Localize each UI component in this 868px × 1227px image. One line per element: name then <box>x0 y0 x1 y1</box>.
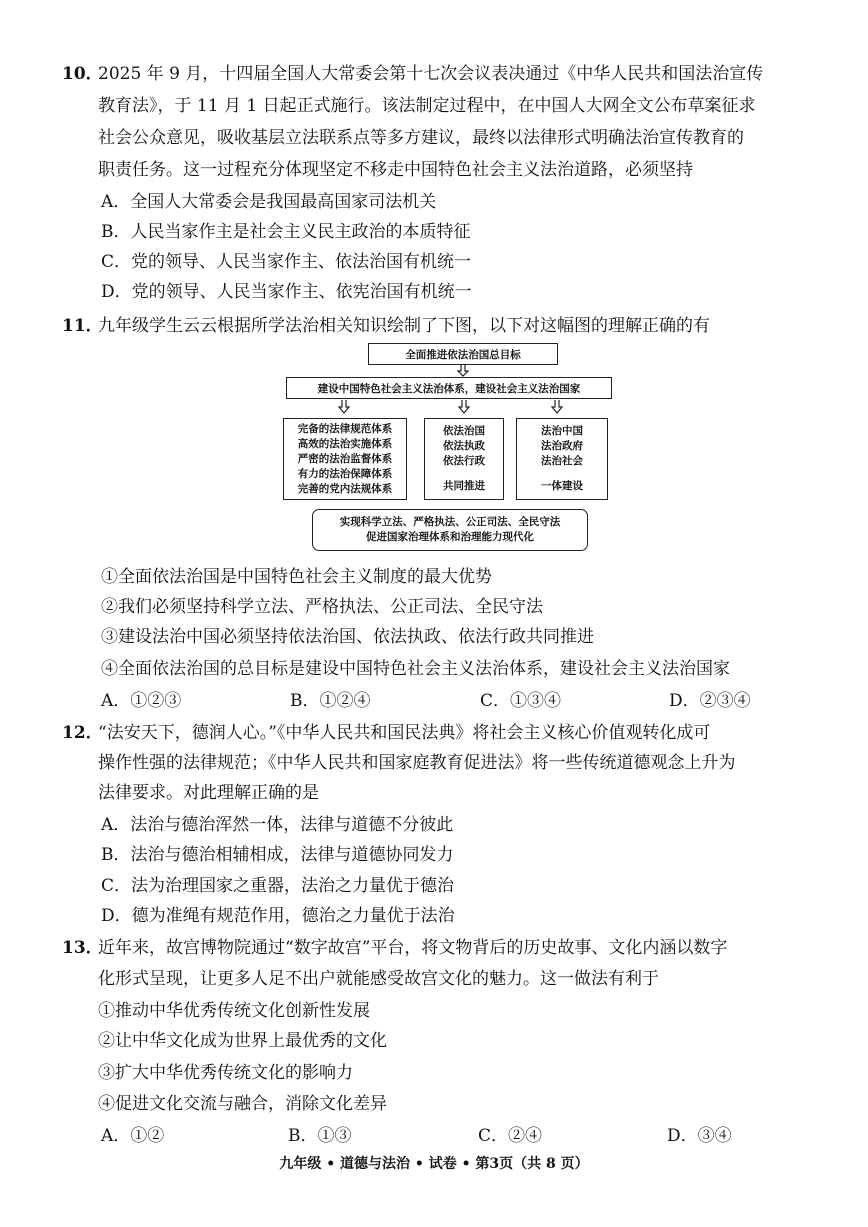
question-stem-line: 职责任务。这一过程充分体现坚定不移走中国特色社会主义法治道路，必须坚持 <box>98 160 693 180</box>
option-c: C．法为治理国家之重器，法治之力量优于德治 <box>101 876 455 896</box>
choice-d: D．②③④ <box>669 691 751 711</box>
option-d: D．德为准绳有规范作用，德治之力量优于法治 <box>101 906 455 926</box>
diagram-item: 法治社会 <box>541 455 583 467</box>
question-number: 10． <box>62 64 103 84</box>
choice-c: C．②④ <box>478 1126 543 1146</box>
choice-d: D．③④ <box>667 1126 732 1146</box>
diagram-item: 严密的法治监督体系 <box>297 452 393 465</box>
diagram-item: 促进国家治理体系和治理能力现代化 <box>366 531 534 543</box>
question-stem-line: 操作性强的法律规范；《中华人民共和国家庭教育促进法》将一些传统道德观念上升为 <box>98 753 736 773</box>
down-arrow-icon <box>457 365 469 377</box>
question-stem-line: 社会公众意见，吸收基层立法联系点等多方建议，最终以法律形式明确法治宣传教育的 <box>98 128 744 148</box>
question-number: 12． <box>62 723 103 743</box>
question-stem-line: 法律要求。对此理解正确的是 <box>98 783 319 803</box>
diagram-item: 实现科学立法、严格执法、公正司法、全民守法 <box>339 516 561 528</box>
question-stem-line: 化形式呈现，让更多人足不出户就能感受故宫文化的魅力。这一做法有利于 <box>98 969 659 989</box>
statement-1: ①全面依法治国是中国特色社会主义制度的最大优势 <box>101 567 492 587</box>
diagram-item: 法治中国 <box>541 425 583 437</box>
statement-3: ③建设法治中国必须坚持依法治国、依法执政、依法行政共同推进 <box>101 627 594 647</box>
down-arrow-icon <box>458 400 470 412</box>
question-number: 13． <box>62 938 103 958</box>
statement-4: ④全面依法治国的总目标是建设中国特色社会主义法治体系，建设社会主义法治国家 <box>101 659 730 679</box>
diagram-item: 依法治国 <box>443 425 485 437</box>
question-stem-line: 教育法》，于 11 月 1 日起正式施行。该法制定过程中，在中国人大网全文公布草案征求 <box>98 96 756 116</box>
diagram-right-box <box>516 418 608 500</box>
choice-b: B．①②④ <box>290 691 371 711</box>
question-stem-line: 九年级学生云云根据所学法治相关知识绘制了下图，以下对这幅图的理解正确的有 <box>98 316 710 336</box>
diagram-top-box: 全面推进依法治国总目标 <box>368 343 558 365</box>
option-b: B．人民当家作主是社会主义民主政治的本质特征 <box>101 222 471 242</box>
diagram-item: 完备的法律规范体系 <box>297 422 393 435</box>
question-stem-line: 近年来，故宫博物院通过“数字故宫”平台，将文物背后的历史故事、文化内涵以数字 <box>98 938 728 958</box>
choice-a: A．①②③ <box>101 691 182 711</box>
statement-1: ①推动中华优秀传统文化创新性发展 <box>98 1001 370 1021</box>
diagram-item: 一体建设 <box>541 480 583 492</box>
choice-c: C．①③④ <box>480 691 562 711</box>
down-arrow-icon <box>338 400 350 412</box>
diagram-middle-box <box>424 418 504 500</box>
diagram-second-box: 建设中国特色社会主义法治体系，建设社会主义法治国家 <box>286 377 612 399</box>
diagram-item: 高效的法治实施体系 <box>297 437 393 450</box>
option-a: A．法治与德治浑然一体，法律与道德不分彼此 <box>101 815 454 835</box>
choice-a: A．①② <box>101 1126 165 1146</box>
diagram-left-box <box>283 418 407 500</box>
statement-2: ②我们必须坚持科学立法、严格执法、公正司法、全民守法 <box>101 597 543 617</box>
down-arrow-icon <box>551 400 563 412</box>
option-a: A．全国人大常委会是我国最高国家司法机关 <box>101 192 437 212</box>
diagram-item: 有力的法治保障体系 <box>297 467 393 480</box>
choice-b: B．①③ <box>288 1126 352 1146</box>
diagram-item: 共同推进 <box>443 480 485 492</box>
diagram-item: 完善的党内法规体系 <box>297 482 393 495</box>
question-stem-line: 2025 年 9 月，十四届全国人大常委会第十七次会议表决通过《中华人民共和国法治宣传 <box>98 64 764 84</box>
diagram-item: 依法行政 <box>443 455 485 467</box>
option-b: B．法治与德治相辅相成，法律与道德协同发力 <box>101 845 454 865</box>
statement-4: ④促进文化交流与融合，消除文化差异 <box>98 1094 387 1114</box>
diagram-item: 法治政府 <box>541 440 583 452</box>
page-footer: 九年级 • 道德与法治 • 试卷 • 第3页（共 8 页） <box>279 1156 589 1172</box>
question-stem-line: “法安天下，德润人心。”《中华人民共和国民法典》将社会主义核心价值观转化成可 <box>98 723 711 743</box>
statement-2: ②让中华文化成为世界上最优秀的文化 <box>98 1031 387 1051</box>
option-c: C．党的领导、人民当家作主、依法治国有机统一 <box>101 252 472 272</box>
option-d: D．党的领导、人民当家作主、依宪治国有机统一 <box>101 282 472 302</box>
diagram-bottom-box <box>312 509 588 551</box>
diagram-item: 依法执政 <box>443 440 485 452</box>
statement-3: ③扩大中华优秀传统文化的影响力 <box>98 1063 353 1083</box>
question-number: 11． <box>62 316 103 336</box>
